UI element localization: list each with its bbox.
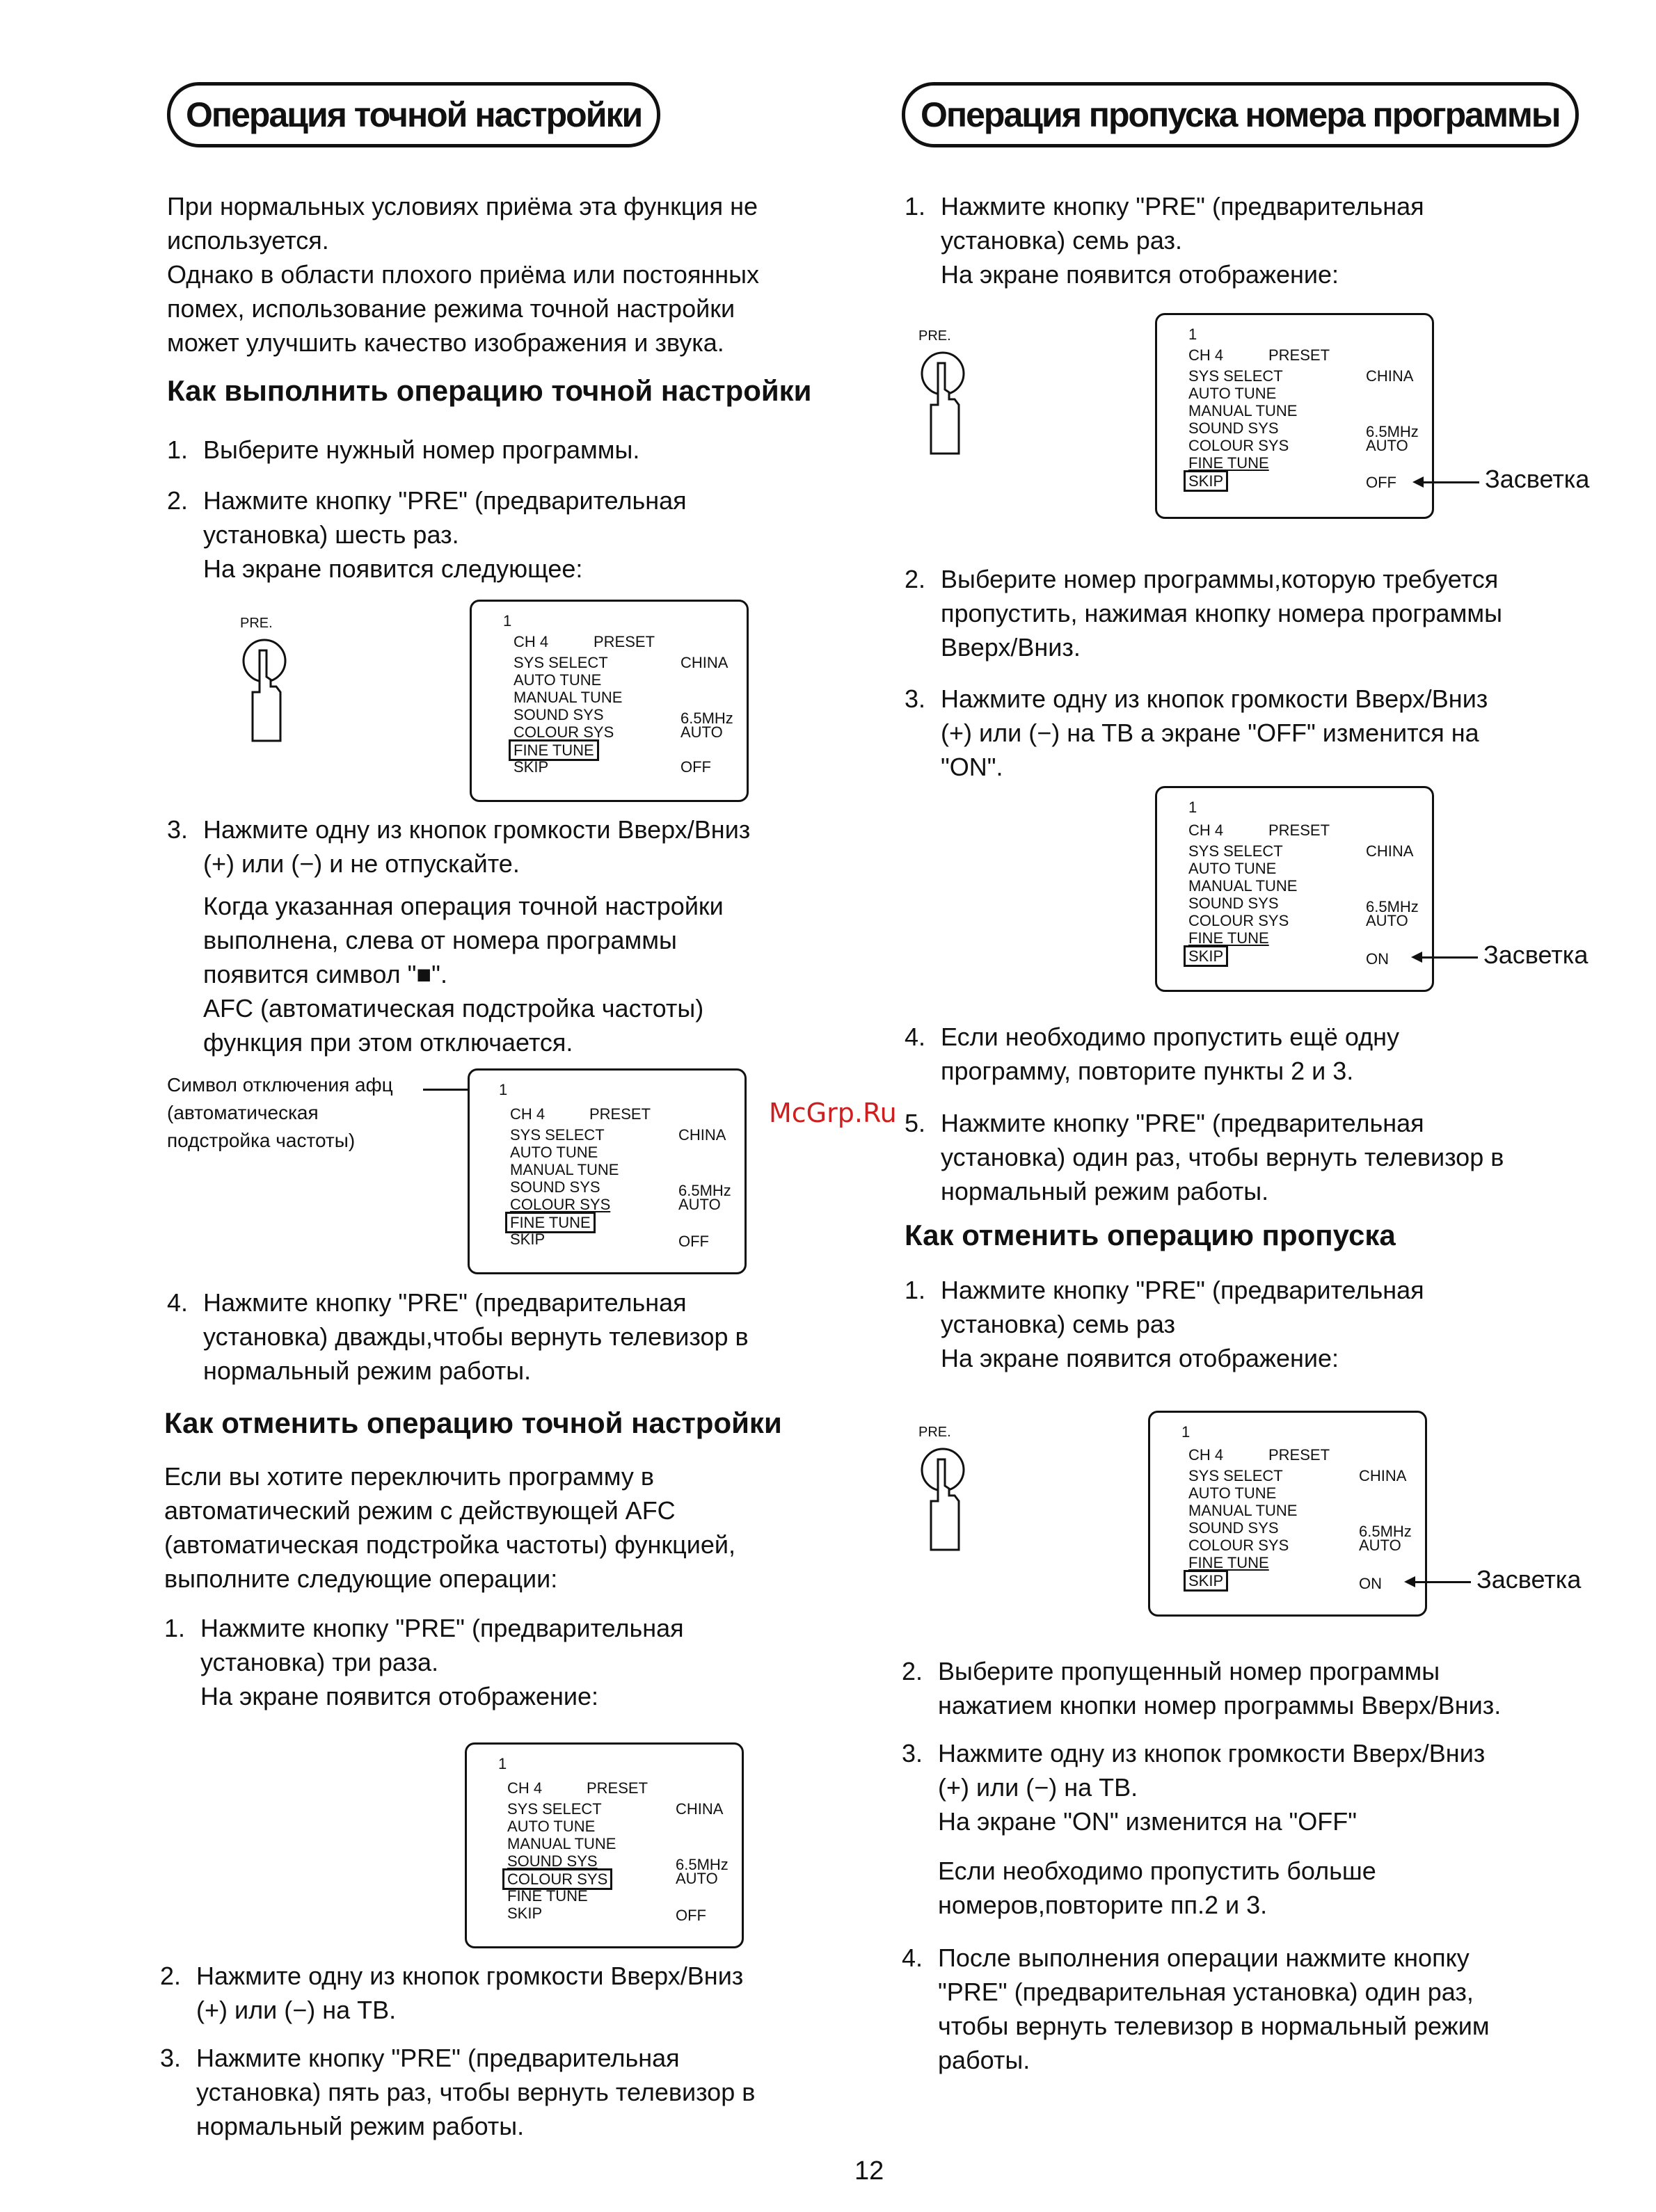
finger-press-icon	[240, 636, 303, 762]
finger-press-icon	[918, 1445, 981, 1571]
watermark: McGrp.Ru	[769, 1098, 897, 1128]
pre-button-icon: PRE.	[240, 616, 303, 755]
highlight-arrowhead-2	[1411, 952, 1422, 963]
fine-cancel-intro: Если вы хотите переключить программу в автоматический режим с действующей AFC (автоматическая подстройка частоты) функцией, выполните следующие операции:	[164, 1462, 735, 1593]
highlight-arrowhead-3	[1404, 1576, 1415, 1587]
left-intro: При нормальных условиях приёма эта функция не используется. Однако в области плохого приёма или постоянных помех, использование режима точной настройки может улучшить качество изображения и звука.	[167, 192, 759, 357]
pre-button-icon-skip-cancel: PRE.	[918, 1425, 981, 1564]
page-number: 12	[854, 2156, 884, 2186]
osd-screen-fine-tune: 1 CH 4 PRESET SYS SELECT CHINA AUTO TUNE MANUAL TUNE SOUND SYS 6.5MHz COLOUR SYS AUTO FINE TUNE SKIP OFF	[470, 600, 749, 802]
osd-screen-afc-off: 1 CH 4 PRESET SYS SELECT CHINA AUTO TUNE MANUAL TUNE SOUND SYS 6.5MHz COLOUR SYS AUTO FINE TUNE SKIP OFF	[468, 1068, 747, 1274]
left-section-title: Операция точной настройки	[167, 82, 660, 147]
highlight-label-2: Засветка	[1483, 940, 1589, 969]
right-section-title: Операция пропуска номера программы	[902, 82, 1579, 147]
osd-screen-skip-off: 1 CH 4 PRESET SYS SELECT CHINA AUTO TUNE MANUAL TUNE SOUND SYS 6.5MHz COLOUR SYS AUTO FINE TUNE SKIP OFF	[1155, 313, 1434, 519]
highlight-pointer-line-3	[1415, 1581, 1471, 1583]
pre-button-icon-skip: PRE.	[918, 328, 981, 467]
highlight-pointer-line-2	[1422, 956, 1478, 959]
highlight-arrowhead	[1412, 476, 1424, 488]
highlight-label: Засветка	[1485, 465, 1590, 493]
afc-note: Символ отключения афц (автоматическая подстройка частоты)	[167, 1074, 393, 1151]
fine-cancel-heading: Как отменить операцию точной настройки	[164, 1406, 782, 1439]
osd-screen-skip-cancel: 1 CH 4 PRESET SYS SELECT CHINA AUTO TUNE MANUAL TUNE SOUND SYS 6.5MHz COLOUR SYS AUTO FINE TUNE SKIP ON	[1148, 1411, 1427, 1617]
highlight-label-3: Засветка	[1476, 1565, 1582, 1594]
skip-cancel-heading: Как отменить операцию пропуска	[905, 1219, 1396, 1251]
finger-press-icon	[918, 349, 981, 474]
highlight-pointer-line	[1424, 481, 1479, 483]
fine-tune-heading: Как выполнить операцию точной настройки	[167, 374, 812, 407]
osd-screen-skip-on: 1 CH 4 PRESET SYS SELECT CHINA AUTO TUNE MANUAL TUNE SOUND SYS 6.5MHz COLOUR SYS AUTO FINE TUNE SKIP ON	[1155, 786, 1434, 992]
osd-screen-colour-sys: 1 CH 4 PRESET SYS SELECT CHINA AUTO TUNE MANUAL TUNE SOUND SYS 6.5MHz COLOUR SYS AUTO FINE TUNE SKIP OFF	[465, 1742, 744, 1948]
